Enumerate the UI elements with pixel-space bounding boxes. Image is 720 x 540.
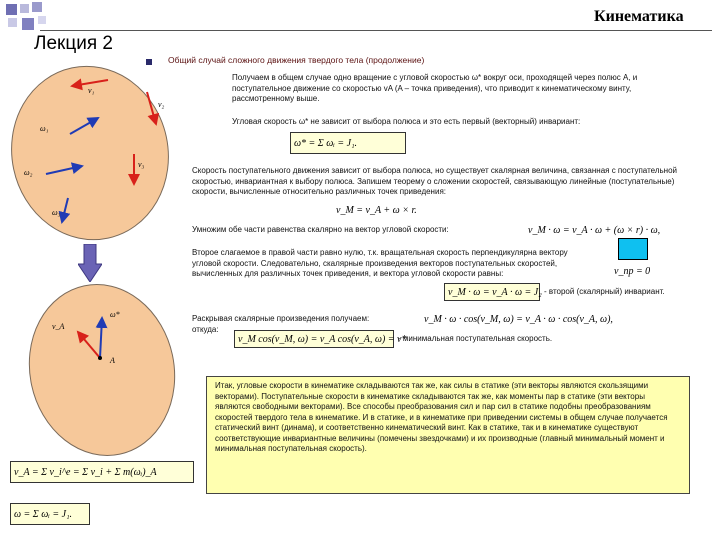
label-w1: ω₁	[40, 124, 49, 133]
paragraph-5: Второе слагаемое в правой части равно нулю, т.к. вращательная скорость перпендикулярна вектору угловой скорости. Следовательно, скалярные произведения векторов поступательных скоростей, вычисленных для различных точек приведения, и вектора угловой скорости равны:	[192, 248, 568, 278]
label-w3: ω₃	[52, 208, 61, 217]
header-rule	[40, 30, 712, 31]
label-v3: v₃	[138, 160, 145, 169]
paragraph-6: Раскрывая скалярные произведения получаем:	[192, 314, 370, 323]
transition-arrow-icon	[78, 244, 102, 282]
topic-title: Кинематика	[594, 8, 684, 25]
rigid-body-figure-bottom	[22, 280, 180, 458]
formula-first-invariant: ω* = Σ ωᵢ = J₁.	[290, 132, 406, 154]
formula-left-velocity: v_A = Σ v_i^e = Σ v_i + Σ m(ωᵢ)_A	[10, 461, 194, 483]
label-A: A	[110, 356, 115, 365]
formula-min-velocity: v_M cos(v_M, ω) = v_A cos(v_A, ω) = v*	[234, 330, 394, 348]
label-v2: v₂	[158, 100, 165, 109]
formula-left-omega: ω = Σ ωᵢ = J₁.	[10, 503, 90, 525]
point-A	[98, 356, 102, 360]
paragraph-3: Скорость поступательного движения зависит от выбора полюса, но существует скалярная величина, связанная с поступательной скоростью, инвариантная к выбору полюса. Запишем теорему о сложении скоростей, связывающую линейные (поступательные) скорости, вычисленные относительно различных точек приведения:	[192, 166, 678, 196]
label-w2: ω₂	[24, 168, 33, 177]
lecture-label: Лекция 2	[34, 33, 113, 54]
body-ellipse-bottom	[22, 280, 180, 458]
paragraph-5-tail: - второй (скалярный) инвариант.	[544, 287, 665, 296]
formula-velocity-theorem: v_M = v_A + ω × r.	[336, 205, 417, 216]
paragraph-1: Получаем в общем случае одно вращение с угловой скоростью ω* вокруг оси, проходящей через полюс A, и поступательное движение со скоростью vA (A – точка приведения), что приводит к кинематическому винту, рассмотренному выше.	[232, 73, 638, 103]
paragraph-6-b: откуда:	[192, 325, 219, 334]
cyan-block	[618, 238, 648, 260]
formula-v-pr-zero: v_пр = 0	[614, 266, 651, 277]
subtitle: Общий случай сложного движения твердого тела (продолжение)	[168, 55, 425, 65]
label-w-star: ω*	[110, 310, 120, 319]
formula-cos: v_M · ω · cos(v_M, ω) = v_A · ω · cos(v_A, ω),	[424, 314, 613, 325]
summary-box: Итак, угловые скорости в кинематике складываются так же, как силы в статике (эти векторы являются скользящими векторами). Поступательные скорости в кинематике складываются так же, как моменты пар в статике (эти векторы являются свободными векторами). Все способы преобразования сил и пар сил в статике подобны преобразованиям скоростей твердого тела в кинематике. И в статике, и в кинематике при приведении системы в общем случае получается статический винт (динама), и соответственно кинематический винт. Как в статике, так и в кинематике существуют соответствующие инвариантные величины (помечены звездочками) и их производные (главный минимальный момент и минимальная поступательная скорость).	[206, 376, 690, 494]
paragraph-6-tail: - минимальная поступательная скорость.	[398, 334, 553, 343]
label-vA: v_A	[52, 322, 65, 331]
paragraph-4: Умножим обе части равенства скалярно на вектор угловой скорости:	[192, 225, 449, 234]
label-v1: v₁	[88, 86, 95, 95]
formula-second-invariant: v_M · ω = v_A · ω = J₂	[444, 283, 540, 301]
formula-dot-product: v_M · ω = v_A · ω + (ω × r) · ω,	[528, 225, 661, 236]
paragraph-2: Угловая скорость ω* не зависит от выбора полюса и это есть первый (векторный) инвариант:	[232, 117, 581, 126]
